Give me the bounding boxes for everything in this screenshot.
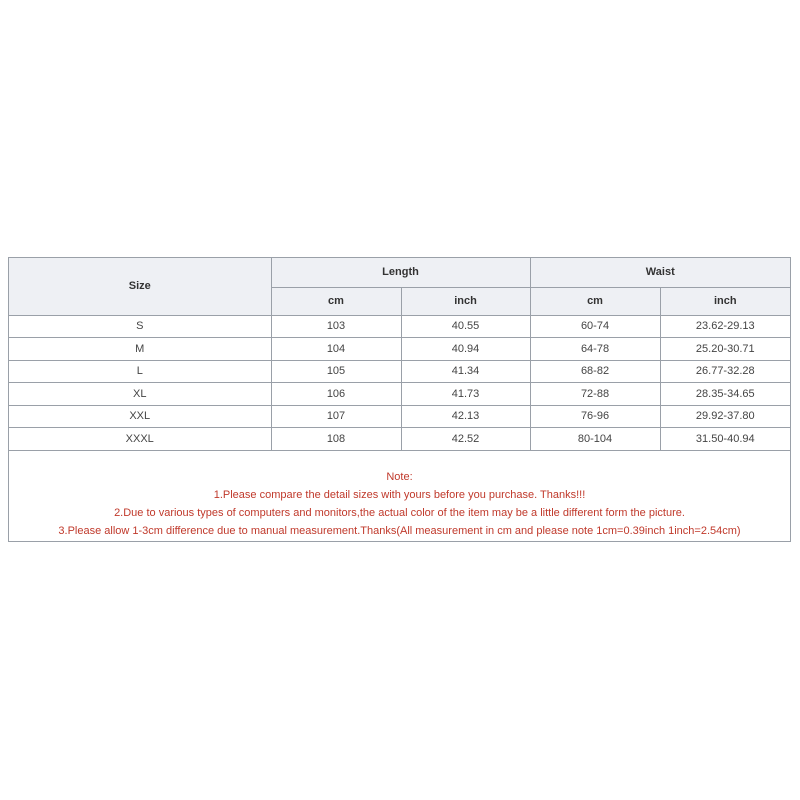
notes-section bbox=[9, 468, 790, 540]
length-cm-cell: 108 bbox=[271, 428, 401, 451]
table-row bbox=[9, 405, 790, 428]
length-inch-cell: 41.34 bbox=[401, 360, 530, 383]
waist-inch-cell: 31.50-40.94 bbox=[660, 428, 790, 451]
length-cm-cell: 103 bbox=[271, 315, 401, 338]
waist-inch-cell: 23.62-29.13 bbox=[660, 315, 790, 338]
length-inch-cell: 42.13 bbox=[401, 405, 530, 428]
waist-cm-cell: 76-96 bbox=[530, 405, 660, 428]
size-cell: XXXL bbox=[9, 428, 271, 451]
size-cell: M bbox=[9, 338, 271, 361]
length-inch-cell: 40.94 bbox=[401, 338, 530, 361]
header-row-groups bbox=[9, 258, 790, 287]
note-line-1: 1.Please compare the detail sizes with yours before you purchase. Thanks!!! bbox=[213, 489, 586, 501]
size-column-header: Size bbox=[9, 258, 271, 315]
note-line-3: 3.Please allow 1-3cm difference due to manual measurement.Thanks(All measurement in cm and please note 1cm=0.39inch 1inch=2.54cm) bbox=[58, 525, 741, 537]
table-row bbox=[9, 383, 790, 406]
waist-inch-header: inch bbox=[660, 287, 790, 315]
waist-inch-cell: 28.35-34.65 bbox=[660, 383, 790, 406]
size-cell: XL bbox=[9, 383, 271, 406]
length-inch-header: inch bbox=[401, 287, 530, 315]
table-row bbox=[9, 315, 790, 338]
length-cm-cell: 107 bbox=[271, 405, 401, 428]
waist-cm-cell: 60-74 bbox=[530, 315, 660, 338]
table-row bbox=[9, 360, 790, 383]
waist-column-header: Waist bbox=[530, 258, 790, 287]
waist-cm-cell: 80-104 bbox=[530, 428, 660, 451]
length-inch-cell: 40.55 bbox=[401, 315, 530, 338]
size-cell: XXL bbox=[9, 405, 271, 428]
table-row bbox=[9, 338, 790, 361]
length-inch-cell: 42.52 bbox=[401, 428, 530, 451]
size-cell: L bbox=[9, 360, 271, 383]
waist-inch-cell: 29.92-37.80 bbox=[660, 405, 790, 428]
length-cm-cell: 106 bbox=[271, 383, 401, 406]
waist-cm-header: cm bbox=[530, 287, 660, 315]
length-column-header: Length bbox=[271, 258, 530, 287]
size-cell: S bbox=[9, 315, 271, 338]
length-inch-cell: 41.73 bbox=[401, 383, 530, 406]
table-row bbox=[9, 428, 790, 451]
length-cm-header: cm bbox=[271, 287, 401, 315]
note-line-2: 2.Due to various types of computers and monitors,the actual color of the item may be a little different form the picture. bbox=[114, 507, 685, 519]
size-chart bbox=[8, 257, 791, 542]
waist-inch-cell: 25.20-30.71 bbox=[660, 338, 790, 361]
waist-cm-cell: 72-88 bbox=[530, 383, 660, 406]
length-cm-cell: 105 bbox=[271, 360, 401, 383]
note-title: Note: bbox=[386, 471, 413, 483]
waist-inch-cell: 26.77-32.28 bbox=[660, 360, 790, 383]
waist-cm-cell: 68-82 bbox=[530, 360, 660, 383]
length-cm-cell: 104 bbox=[271, 338, 401, 361]
waist-cm-cell: 64-78 bbox=[530, 338, 660, 361]
size-table bbox=[9, 258, 790, 451]
